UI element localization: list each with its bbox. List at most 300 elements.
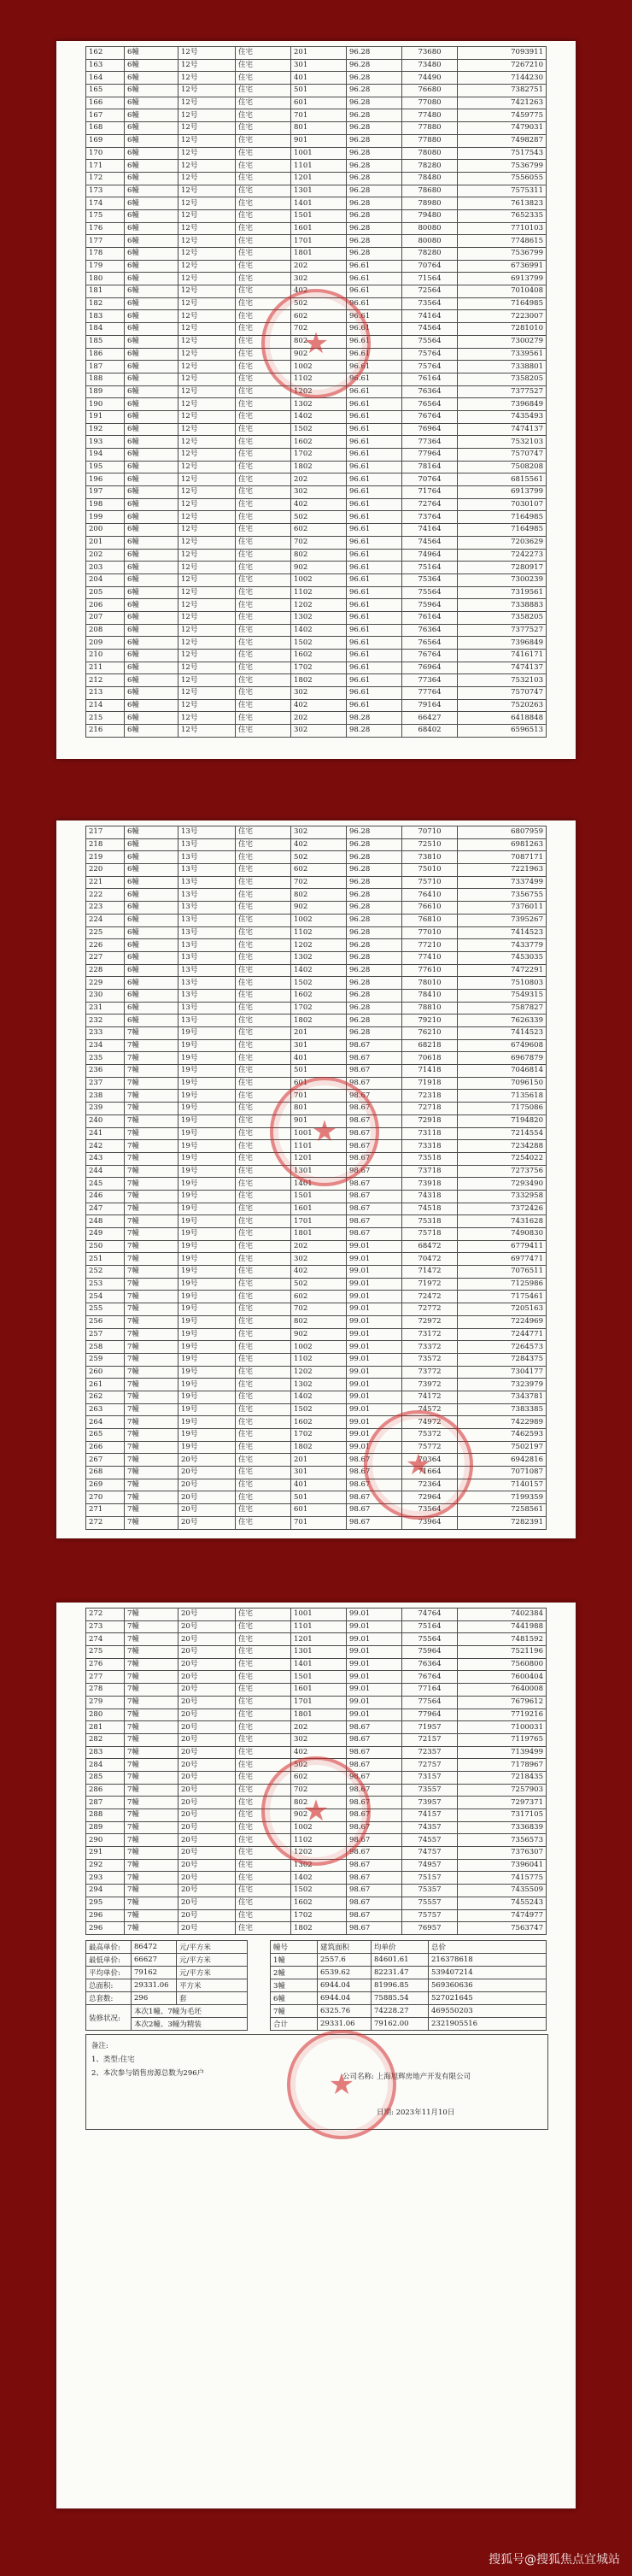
- table-row: [86, 1052, 547, 1065]
- table-cell: 98.67: [347, 1834, 402, 1847]
- table-cell: 7164985: [458, 511, 547, 524]
- table-cell: 293: [86, 1872, 125, 1885]
- table-cell: 70618: [402, 1052, 458, 1065]
- min-price-value: 66627: [132, 1954, 177, 1967]
- table-cell: 住宅: [236, 1328, 291, 1341]
- table-cell: 78480: [402, 172, 458, 185]
- table-cell: 243: [86, 1152, 125, 1165]
- table-cell: 72972: [402, 1315, 458, 1328]
- table-cell: 住宅: [236, 1746, 291, 1759]
- table-cell: 74557: [402, 1834, 458, 1847]
- table-cell: 12号: [178, 486, 236, 499]
- table-cell: 住宅: [236, 423, 291, 436]
- table-cell: 7502197: [458, 1441, 547, 1454]
- table-cell: 289: [86, 1821, 125, 1834]
- table-cell: 214: [86, 699, 125, 712]
- table-cell: 190: [86, 398, 125, 411]
- total-units-value: 296: [132, 1992, 177, 2005]
- table-cell: 7414523: [458, 926, 547, 939]
- notes-title: 备注:: [91, 2042, 108, 2050]
- table-cell: 6981263: [458, 838, 547, 851]
- summary-cell: 2幢: [271, 1967, 318, 1979]
- table-cell: 住宅: [236, 914, 291, 926]
- table-cell: 701: [291, 1090, 347, 1103]
- table-cell: 7300239: [458, 573, 547, 586]
- table-cell: 19号: [178, 1429, 236, 1442]
- table-cell: 7431628: [458, 1215, 547, 1228]
- table-cell: 7282391: [458, 1516, 547, 1529]
- table-row: [86, 160, 547, 173]
- table-cell: 12号: [178, 611, 236, 624]
- table-cell: 7273756: [458, 1165, 547, 1178]
- table-cell: 7257903: [458, 1784, 547, 1797]
- table-row: [86, 222, 547, 235]
- table-cell: 80080: [402, 235, 458, 248]
- table-cell: 222: [86, 889, 125, 902]
- table-cell: 12号: [178, 248, 236, 261]
- table-cell: 住宅: [236, 235, 291, 248]
- table-cell: 99.01: [347, 1353, 402, 1366]
- table-cell: 住宅: [236, 851, 291, 864]
- table-row: [86, 449, 547, 462]
- table-cell: 6幢: [125, 586, 178, 599]
- table-row: [86, 1721, 547, 1734]
- table-cell: 12号: [178, 197, 236, 210]
- table-cell: 202: [291, 473, 347, 486]
- table-row: [86, 624, 547, 637]
- table-cell: 12号: [178, 449, 236, 462]
- table-row: [86, 1696, 547, 1709]
- table-cell: 1702: [291, 1909, 347, 1922]
- table-cell: 99.01: [347, 1315, 402, 1328]
- table-cell: 6913799: [458, 273, 547, 285]
- table-row: [86, 926, 547, 939]
- table-cell: 75718: [402, 1228, 458, 1241]
- notes-line-2: 2、本次参与销售房源总数为296户: [91, 2069, 205, 2078]
- table-cell: 6幢: [125, 599, 178, 612]
- table-cell: 19号: [178, 1077, 236, 1090]
- table-cell: 78810: [402, 1002, 458, 1015]
- table-cell: 96.61: [347, 398, 402, 411]
- table-row: [86, 498, 547, 511]
- table-cell: 75710: [402, 876, 458, 889]
- table-cell: 6幢: [125, 461, 178, 473]
- table-cell: 72157: [402, 1733, 458, 1746]
- table-cell: 246: [86, 1190, 125, 1203]
- table-cell: 71472: [402, 1266, 458, 1279]
- table-cell: 7幢: [125, 1291, 178, 1303]
- table-cell: 7549315: [458, 989, 547, 1002]
- table-cell: 7164985: [458, 297, 547, 310]
- table-cell: 7幢: [125, 1671, 178, 1684]
- table-cell: 72764: [402, 498, 458, 511]
- table-cell: 262: [86, 1391, 125, 1403]
- table-cell: 7144230: [458, 72, 547, 85]
- table-cell: 12号: [178, 725, 236, 738]
- table-cell: 802: [291, 889, 347, 902]
- table-cell: 7010408: [458, 285, 547, 298]
- max-price-unit: 元/平方米: [177, 1941, 248, 1954]
- table-cell: 212: [86, 674, 125, 687]
- table-cell: 住宅: [236, 826, 291, 839]
- table-cell: 6807959: [458, 826, 547, 839]
- table-cell: 1402: [291, 964, 347, 977]
- table-row: [86, 838, 547, 851]
- table-cell: 6幢: [125, 573, 178, 586]
- table-cell: 99.01: [347, 1303, 402, 1316]
- table-cell: 96.61: [347, 423, 402, 436]
- table-cell: 256: [86, 1315, 125, 1328]
- table-cell: 12号: [178, 511, 236, 524]
- table-cell: 20号: [178, 1909, 236, 1922]
- table-cell: 住宅: [236, 59, 291, 72]
- table-cell: 77964: [402, 1709, 458, 1721]
- table-cell: 182: [86, 297, 125, 310]
- table-cell: 6幢: [125, 235, 178, 248]
- table-cell: 住宅: [236, 323, 291, 336]
- table-cell: 住宅: [236, 1516, 291, 1529]
- table-cell: 6幢: [125, 97, 178, 109]
- table-cell: 77410: [402, 951, 458, 964]
- table-cell: 住宅: [236, 1065, 291, 1078]
- table-cell: 280: [86, 1709, 125, 1721]
- table-cell: 19号: [178, 1178, 236, 1191]
- table-cell: 7433779: [458, 939, 547, 952]
- table-cell: 住宅: [236, 172, 291, 185]
- summary-cell: 6944.04: [318, 1992, 372, 2005]
- table-cell: 283: [86, 1746, 125, 1759]
- table-cell: 20号: [178, 1479, 236, 1491]
- table-cell: 801: [291, 122, 347, 135]
- table-cell: 7570747: [458, 449, 547, 462]
- table-cell: 20号: [178, 1609, 236, 1621]
- summary-cell: 2557.6: [318, 1954, 372, 1967]
- table-cell: 7462593: [458, 1429, 547, 1442]
- table-cell: 6幢: [125, 335, 178, 348]
- table-cell: 7幢: [125, 1366, 178, 1379]
- table-cell: 7幢: [125, 1922, 178, 1935]
- summary-cell: 74228.27: [372, 2005, 429, 2018]
- table-cell: 住宅: [236, 1646, 291, 1659]
- table-cell: 702: [291, 1784, 347, 1797]
- table-cell: 72964: [402, 1491, 458, 1504]
- table-cell: 7幢: [125, 1228, 178, 1241]
- table-cell: 20号: [178, 1847, 236, 1860]
- table-cell: 77564: [402, 1696, 458, 1709]
- table-cell: 7338801: [458, 361, 547, 373]
- table-row: [86, 134, 547, 147]
- table-cell: 7300279: [458, 335, 547, 348]
- table-cell: 7071087: [458, 1467, 547, 1479]
- table-cell: 195: [86, 461, 125, 473]
- table-cell: 207: [86, 611, 125, 624]
- summary-cell: 6539.62: [318, 1967, 372, 1979]
- total-area-unit: 平方米: [177, 1979, 248, 1992]
- table-cell: 401: [291, 1052, 347, 1065]
- table-cell: 98.67: [347, 1228, 402, 1241]
- table-cell: 1202: [291, 599, 347, 612]
- table-cell: 70710: [402, 826, 458, 839]
- table-row: [86, 1885, 547, 1897]
- table-cell: 7453035: [458, 951, 547, 964]
- table-cell: 272: [86, 1516, 125, 1529]
- table-row: [86, 699, 547, 712]
- table-cell: 7幢: [125, 1872, 178, 1885]
- table-cell: 7517543: [458, 147, 547, 160]
- table-cell: 96.61: [347, 562, 402, 574]
- table-row: [86, 47, 547, 60]
- table-row: [86, 1015, 547, 1027]
- table-cell: 7600404: [458, 1671, 547, 1684]
- table-cell: 99.01: [347, 1429, 402, 1442]
- table-cell: 98.67: [347, 1152, 402, 1165]
- table-cell: 7532103: [458, 436, 547, 449]
- table-cell: 7435493: [458, 410, 547, 423]
- table-cell: 6幢: [125, 449, 178, 462]
- table-cell: 251: [86, 1253, 125, 1266]
- table-cell: 住宅: [236, 699, 291, 712]
- table-cell: 1402: [291, 410, 347, 423]
- table-cell: 住宅: [236, 1103, 291, 1115]
- table-cell: 6幢: [125, 310, 178, 323]
- price-sheet-page-1: [56, 41, 576, 759]
- table-cell: 1402: [291, 1391, 347, 1403]
- table-row: [86, 951, 547, 964]
- table-cell: 80080: [402, 222, 458, 235]
- table-cell: 19号: [178, 1253, 236, 1266]
- summary-head-avg: 均单价: [372, 1941, 429, 1954]
- table-cell: 277: [86, 1671, 125, 1684]
- table-cell: 20号: [178, 1784, 236, 1797]
- table-cell: 20号: [178, 1834, 236, 1847]
- table-cell: 住宅: [236, 260, 291, 273]
- table-row: [86, 687, 547, 700]
- table-cell: 502: [291, 297, 347, 310]
- table-cell: 78280: [402, 160, 458, 173]
- table-cell: 74490: [402, 72, 458, 85]
- table-cell: 96.28: [347, 185, 402, 197]
- table-row: [86, 536, 547, 549]
- table-cell: 74518: [402, 1203, 458, 1215]
- table-cell: 20号: [178, 1872, 236, 1885]
- table-cell: 185: [86, 335, 125, 348]
- table-cell: 75164: [402, 562, 458, 574]
- table-cell: 20号: [178, 1684, 236, 1697]
- table-cell: 13号: [178, 889, 236, 902]
- table-cell: 96.61: [347, 549, 402, 562]
- table-row: [86, 1002, 547, 1015]
- table-cell: 12号: [178, 410, 236, 423]
- table-cell: 271: [86, 1504, 125, 1517]
- table-cell: 201: [86, 536, 125, 549]
- table-cell: 1602: [291, 989, 347, 1002]
- table-cell: 住宅: [236, 1391, 291, 1403]
- table-cell: 76164: [402, 611, 458, 624]
- table-cell: 99.01: [347, 1441, 402, 1454]
- table-cell: 221: [86, 876, 125, 889]
- table-cell: 7498287: [458, 134, 547, 147]
- table-row: [86, 1315, 547, 1328]
- table-cell: 7幢: [125, 1516, 178, 1529]
- table-row: [86, 1039, 547, 1052]
- table-cell: 201: [291, 47, 347, 60]
- table-cell: 7281010: [458, 323, 547, 336]
- table-cell: 66427: [402, 712, 458, 725]
- table-cell: 73557: [402, 1784, 458, 1797]
- table-cell: 98.67: [347, 1922, 402, 1935]
- summary-head-total: 总价: [429, 1941, 547, 1954]
- table-cell: 302: [291, 687, 347, 700]
- table-cell: 住宅: [236, 1228, 291, 1241]
- table-cell: 198: [86, 498, 125, 511]
- table-row: [86, 72, 547, 85]
- table-cell: 7幢: [125, 1065, 178, 1078]
- table-cell: 98.67: [347, 1809, 402, 1822]
- table-cell: 1001: [291, 147, 347, 160]
- table-cell: 201: [291, 1454, 347, 1467]
- table-row: [86, 725, 547, 738]
- table-cell: 住宅: [236, 1784, 291, 1797]
- table-cell: 7396849: [458, 637, 547, 650]
- table-cell: 96.61: [347, 461, 402, 473]
- table-cell: 住宅: [236, 1491, 291, 1504]
- table-cell: 75010: [402, 864, 458, 877]
- table-row: [86, 511, 547, 524]
- table-cell: 71918: [402, 1077, 458, 1090]
- table-row: [86, 423, 547, 436]
- table-row: [86, 611, 547, 624]
- table-cell: 住宅: [236, 977, 291, 990]
- table-cell: 12号: [178, 385, 236, 398]
- table-cell: 7178967: [458, 1759, 547, 1772]
- table-cell: 802: [291, 1315, 347, 1328]
- table-cell: 12号: [178, 72, 236, 85]
- table-cell: 7幢: [125, 1821, 178, 1834]
- table-cell: 12号: [178, 85, 236, 97]
- table-row: [86, 235, 547, 248]
- table-cell: 12号: [178, 650, 236, 662]
- table-cell: 205: [86, 586, 125, 599]
- table-cell: 7幢: [125, 1403, 178, 1416]
- table-cell: 7125986: [458, 1278, 547, 1291]
- table-cell: 219: [86, 851, 125, 864]
- table-cell: 292: [86, 1859, 125, 1872]
- table-cell: 住宅: [236, 285, 291, 298]
- table-cell: 216: [86, 725, 125, 738]
- table-cell: 住宅: [236, 335, 291, 348]
- table-cell: 住宅: [236, 1885, 291, 1897]
- table-cell: 602: [291, 524, 347, 537]
- table-cell: 74157: [402, 1809, 458, 1822]
- table-cell: 74764: [402, 1609, 458, 1621]
- table-cell: 1302: [291, 1859, 347, 1872]
- table-cell: 13号: [178, 914, 236, 926]
- table-cell: 501: [291, 1491, 347, 1504]
- table-cell: 96.28: [347, 47, 402, 60]
- table-cell: 96.28: [347, 222, 402, 235]
- table-cell: 19号: [178, 1115, 236, 1127]
- table-cell: 167: [86, 109, 125, 122]
- table-cell: 6幢: [125, 851, 178, 864]
- table-cell: 6幢: [125, 989, 178, 1002]
- table-cell: 6幢: [125, 109, 178, 122]
- table-cell: 73564: [402, 297, 458, 310]
- table-cell: 6幢: [125, 285, 178, 298]
- table-row: [86, 461, 547, 473]
- table-cell: 78280: [402, 248, 458, 261]
- table-cell: 19号: [178, 1127, 236, 1140]
- table-cell: 7030107: [458, 498, 547, 511]
- table-cell: 7幢: [125, 1240, 178, 1253]
- table-cell: 77964: [402, 449, 458, 462]
- table-cell: 19号: [178, 1140, 236, 1153]
- table-cell: 74972: [402, 1416, 458, 1429]
- table-cell: 1802: [291, 1441, 347, 1454]
- table-cell: 1601: [291, 1684, 347, 1697]
- table-row: [86, 1441, 547, 1454]
- table-cell: 13号: [178, 926, 236, 939]
- table-cell: 295: [86, 1897, 125, 1909]
- table-cell: 住宅: [236, 410, 291, 423]
- table-cell: 96.28: [347, 826, 402, 839]
- table-cell: 7幢: [125, 1784, 178, 1797]
- table-cell: 217: [86, 826, 125, 839]
- table-row: [86, 1467, 547, 1479]
- table-cell: 19号: [178, 1416, 236, 1429]
- table-cell: 住宅: [236, 1441, 291, 1454]
- table-cell: 20号: [178, 1859, 236, 1872]
- table-cell: 住宅: [236, 310, 291, 323]
- table-cell: 71957: [402, 1721, 458, 1734]
- table-cell: 住宅: [236, 1140, 291, 1153]
- table-cell: 住宅: [236, 1909, 291, 1922]
- table-cell: 住宅: [236, 611, 291, 624]
- table-cell: 7264573: [458, 1341, 547, 1354]
- table-cell: 165: [86, 85, 125, 97]
- table-cell: 20号: [178, 1771, 236, 1784]
- table-cell: 301: [291, 1467, 347, 1479]
- table-cell: 7幢: [125, 1203, 178, 1215]
- table-cell: 99.01: [347, 1266, 402, 1279]
- table-cell: 住宅: [236, 712, 291, 725]
- table-cell: 601: [291, 1077, 347, 1090]
- table-cell: 6幢: [125, 185, 178, 197]
- table-cell: 7521196: [458, 1646, 547, 1659]
- table-row: [86, 977, 547, 990]
- table-cell: 住宅: [236, 1416, 291, 1429]
- table-cell: 7358205: [458, 611, 547, 624]
- table-cell: 7376307: [458, 1847, 547, 1860]
- table-cell: 601: [291, 1504, 347, 1517]
- table-cell: 6幢: [125, 1002, 178, 1015]
- table-cell: 住宅: [236, 586, 291, 599]
- table-cell: 住宅: [236, 902, 291, 915]
- table-cell: 7284375: [458, 1353, 547, 1366]
- table-row: [86, 1253, 547, 1266]
- table-cell: 1002: [291, 573, 347, 586]
- table-cell: 204: [86, 573, 125, 586]
- table-row: [86, 172, 547, 185]
- table-cell: 7254022: [458, 1152, 547, 1165]
- table-cell: 266: [86, 1441, 125, 1454]
- table-cell: 7幢: [125, 1178, 178, 1191]
- table-cell: 住宅: [236, 1215, 291, 1228]
- table-cell: 7317105: [458, 1809, 547, 1822]
- table-cell: 12号: [178, 147, 236, 160]
- table-cell: 252: [86, 1266, 125, 1279]
- table-row: [86, 1303, 547, 1316]
- table-cell: 6幢: [125, 524, 178, 537]
